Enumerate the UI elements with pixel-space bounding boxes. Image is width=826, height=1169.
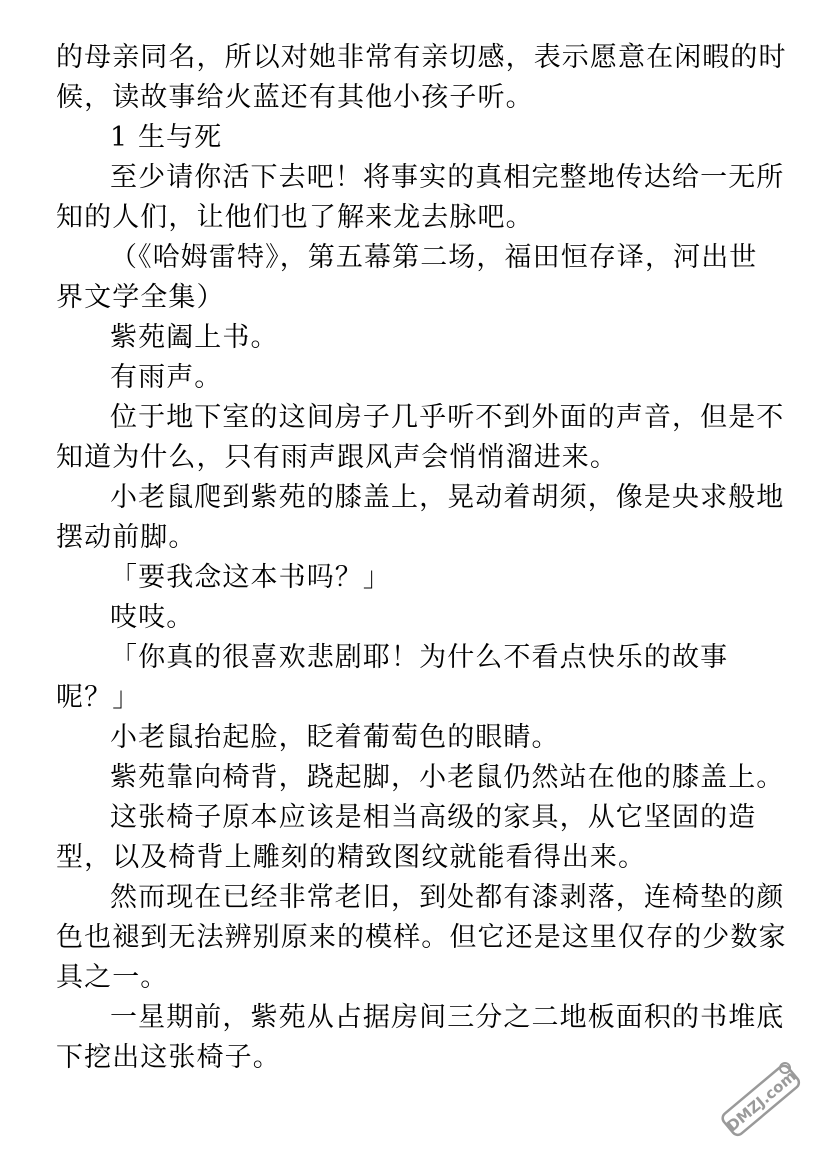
- text-line: 色也褪到无法辨别原来的模样。但它还是这里仅存的少数家: [56, 922, 787, 953]
- text-line: 位于地下室的这间房子几乎听不到外面的声音，但是不: [110, 402, 785, 433]
- text-line: 一星期前，紫苑从占据房间三分之二地板面积的书堆底: [110, 1002, 785, 1033]
- text-line: 下挖出这张椅子。: [56, 1042, 281, 1073]
- text-line: 候，读故事给火蓝还有其他小孩子听。: [56, 82, 534, 113]
- dialogue-line: 「你真的很喜欢悲剧耶！为什么不看点快乐的故事: [110, 642, 729, 673]
- text-line: 然而现在已经非常老旧，到处都有漆剥落，连椅垫的颜: [110, 882, 785, 913]
- text-line: 型，以及椅背上雕刻的精致图纹就能看得出来。: [56, 842, 647, 873]
- chapter-heading: 1 生与死: [110, 122, 223, 153]
- citation-line: （《哈姆雷特》，第五幕第二场，福田恒存译，河出世: [110, 242, 758, 273]
- text-line: 小老鼠爬到紫苑的膝盖上，晃动着胡须，像是央求般地: [110, 482, 785, 513]
- quote-line: 至少请你活下去吧！将事实的真相完整地传达给一无所: [110, 162, 785, 193]
- dialogue-line: 「要我念这本书吗？」: [110, 562, 391, 593]
- text-line: 摆动前脚。: [56, 522, 197, 553]
- text-line: 知道为什么，只有雨声跟风声会悄悄溜进来。: [56, 442, 618, 473]
- citation-line: 界文学全集）: [56, 282, 225, 313]
- text-line: 紫苑靠向椅背，跷起脚，小老鼠仍然站在他的膝盖上。: [110, 762, 785, 793]
- dialogue-line: 呢？」: [56, 682, 141, 713]
- text-line: 具之一。: [56, 962, 169, 993]
- svg-text:DMZJ.com: DMZJ.com: [723, 1067, 800, 1136]
- text-line: 这张椅子原本应该是相当高级的家具，从它坚固的造: [110, 802, 757, 833]
- text-line: 吱吱。: [110, 602, 195, 633]
- page-body: [56, 38, 787, 1078]
- text-line: 有雨声。: [110, 362, 223, 393]
- quote-line: 知的人们，让他们也了解来龙去脉吧。: [56, 202, 534, 233]
- text-line: 的母亲同名，所以对她非常有亲切感，表示愿意在闲暇的时: [56, 42, 787, 73]
- text-line: 小老鼠抬起脸，眨着葡萄色的眼睛。: [110, 722, 560, 753]
- site-logo-icon: [713, 1054, 808, 1149]
- text-line: 紫苑阖上书。: [110, 322, 279, 353]
